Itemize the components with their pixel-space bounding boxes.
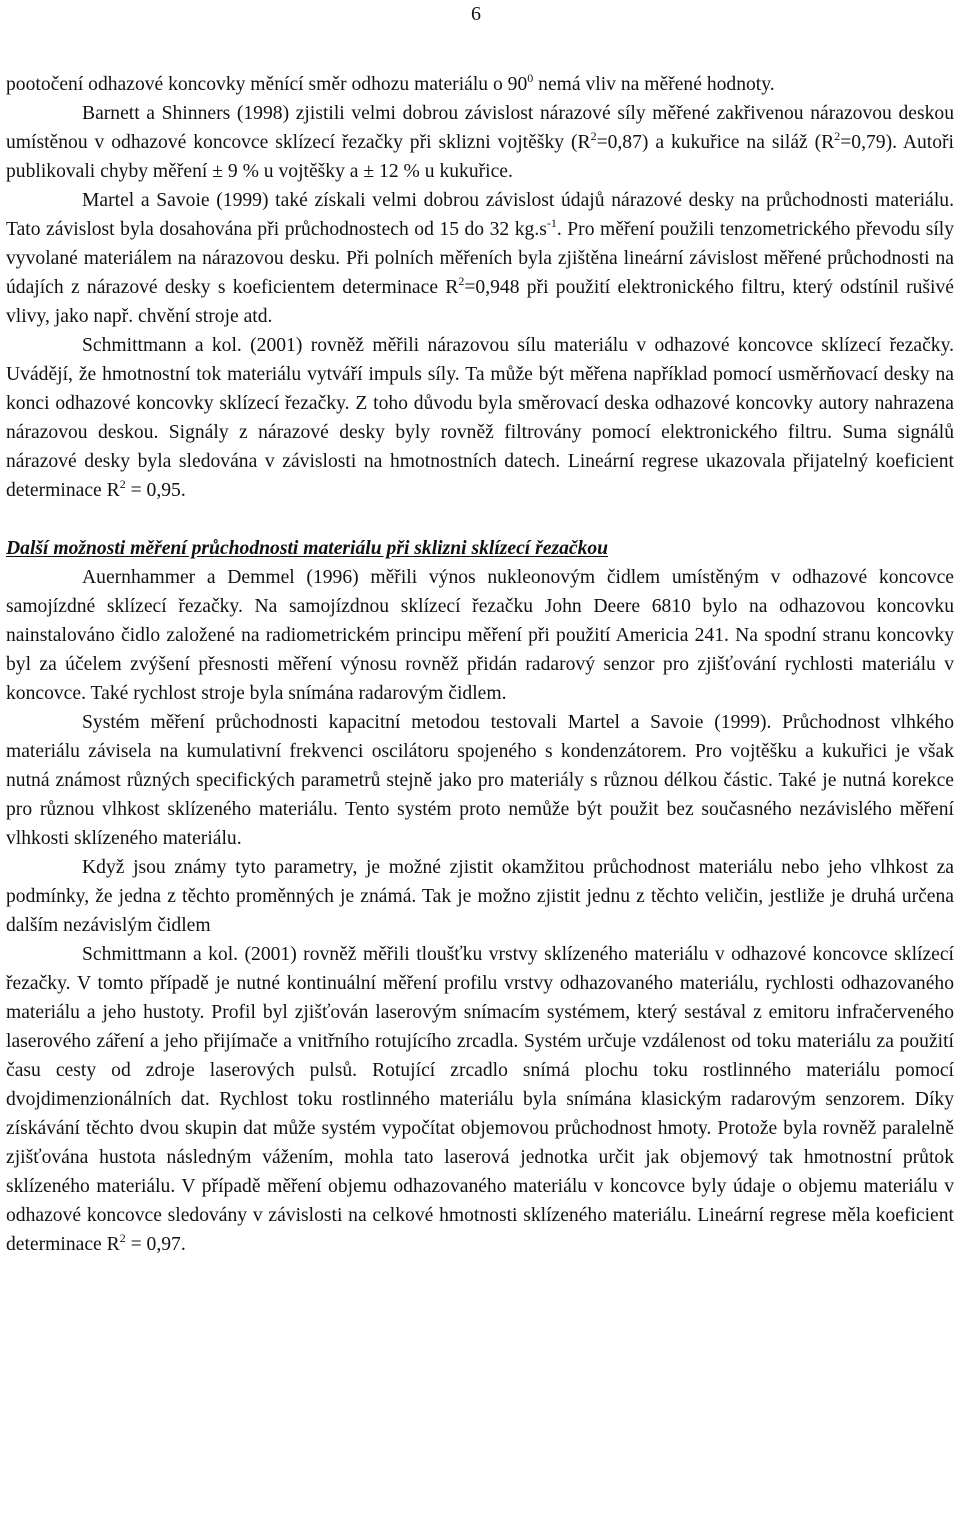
paragraph-capacitive: Systém měření průchodnosti kapacitní metodou testovali Martel a Savoie (1999). Průchodnost vlhkého materiálu závisela na kumulativní frekvenci oscilátoru spojeného s kondenzátorem. Pro vojtěšku a kukuřici je však nutná známost různých specifických parametrů stejně jako pro materiály s různou délkou částic. Také je nutná korekce pro různou vlhkost sklízeného materiálu. Tento systém proto nemůže být použit bez současného nezávislého měření vlhkosti sklízeného materiálu. (6, 712, 954, 849)
paragraph-schmittmann-2: Schmittmann a kol. (2001) rovněž měřili tloušťku vrstvy sklízeného materiálu v odhazové koncovce sklízecí řezačky. V tomto případě je nutné kontinuální měření profilu vrstvy odhazovaného materiálu, rychlosti odhazovaného materiálu a jeho hustoty. Profil byl zjišťován laserovým snímacím systémem, který sestával z emitoru infračerveného laserového záření a jeho přijímače a vnitřního rotujícího zrcadla. Systém určuje vzdálenost od toku materiálu za použití času cesty od zdroje laserových pulsů. Rotující zrcadlo snímá plochu toku rostlinného materiálu pomocí dvojdimenzionálních dat. Rychlost toku rostlinného materiálu byla snímána klasickým radarovým senzorem. Díky získávání těchto dvou skupin dat může systém vypočítat objemovou průchodnost hmoty. Protože byla rovněž paralelně zjišťována hustota následným vážením, mohla tato laserová jednotka určit jak objemový tak hmotnostní průtok sklízeného materiálu. V případě měření objemu odhazovaného materiálu v koncovce byly údaje o objemu materiálu v odhazové koncovce sledovány v závislosti na celkové hmotnosti sklízeného materiálu. Lineární regrese měla koeficient determinace $R^2 = 0,97$. (6, 944, 954, 1255)
page-number: 6 (471, 3, 481, 25)
paragraph-barnett: Barnett a Shinners (1998) zjistili velmi dobrou závislost nárazové síly měřené zakřivenou nárazovou deskou umístěnou v odhazové koncovce sklízecí řezačky při sklizni vojtěšky $(R^2=0,87)$ a kukuřice na siláž $(R^2=0,79)$. Autoři publikovali chyby měření ± 9 % u vojtěšky a ± 12 % u kukuřice. (6, 103, 954, 182)
superscript-unit: -1 (546, 216, 557, 230)
paragraph-schmittmann-1: Schmittmann a kol. (2001) rovněž měřili nárazovou sílu materiálu v odhazové koncovce sklízecí řezačky. Uvádějí, že hmotnostní tok materiálu vytváří impuls síly. Ta může být měřena například pomocí usměrňovací desky na konci odhazové koncovky sklízecí řezačky. Z toho důvodu byla směrovací deska odhazové koncovky autory nahrazena nárazovou deskou. Signály z nárazové desky byly rovněž filtrovány pomocí elektronického filtru. Suma signálů nárazové desky byla sledována v závislosti na hmotnostních datech. Lineární regrese ukazovala přijatelný koeficient determinace $R^2 = 0,95$. (6, 335, 954, 501)
superscript-r2: 2 (119, 1231, 126, 1245)
page-content (6, 70, 954, 1259)
paragraph-parameters: Když jsou známy tyto parametry, je možné zjistit okamžitou průchodnost materiálu nebo jeho vlhkost za podmínky, že jedna z těchto proměnných je známá. Tak je možno zjistit jednu z těchto veličin, jestliže je druhá určena dalším nezávislým čidlem (6, 857, 954, 936)
paragraph-auernhammer: Auernhammer a Demmel (1996) měřili výnos nukleonovým čidlem umístěným v odhazové koncovce samojízdné sklízecí řezačky. Na samojízdnou sklízecí řezačku John Deere 6810 bylo na odhazovou koncovku nainstalováno čidlo založené na radiometrickém principu měření při použití Americia 241. Na spodní stranu koncovky byl za účelem zvýšení přesnosti měření výnosu rovněž přidán radarový senzor pro zjišťování rychlosti materiálu v koncovce. Také rychlost stroje byla snímána radarovým čidlem. (6, 567, 954, 704)
superscript-r2: 2 (458, 274, 465, 288)
superscript-r2: 2 (590, 129, 597, 143)
superscript-r2: 2 (119, 477, 126, 491)
superscript-degree: 0 (527, 71, 534, 85)
paragraph-continuation: pootočení odhazové koncovky měnící směr odhozu materiálu o $90^0$ nemá vliv na měřené hodnoty. (6, 71, 775, 95)
paragraph-martel: Martel a Savoie (1999) také získali velmi dobrou závislost údajů nárazové desky na průchodnosti materiálu. Tato závislost byla dosahována při průchodnostech od 15 do 32 $kg.s^{-1}$. Pro měření použili tenzometrického převodu síly vyvolané materiálem na nárazovou desku. Při polních měřeních byla zjištěna lineární závislost měřené průchodnosti na údajích z nárazové desky s koeficientem determinace $R^2=0,948$ při použití elektronického filtru, který odstínil rušivé vlivy, jako např. chvění stroje atd. (6, 190, 954, 327)
section-heading: Další možnosti měření průchodnosti materiálu při sklizni sklízecí řezačkou (6, 538, 609, 559)
superscript-r2: 2 (834, 129, 841, 143)
